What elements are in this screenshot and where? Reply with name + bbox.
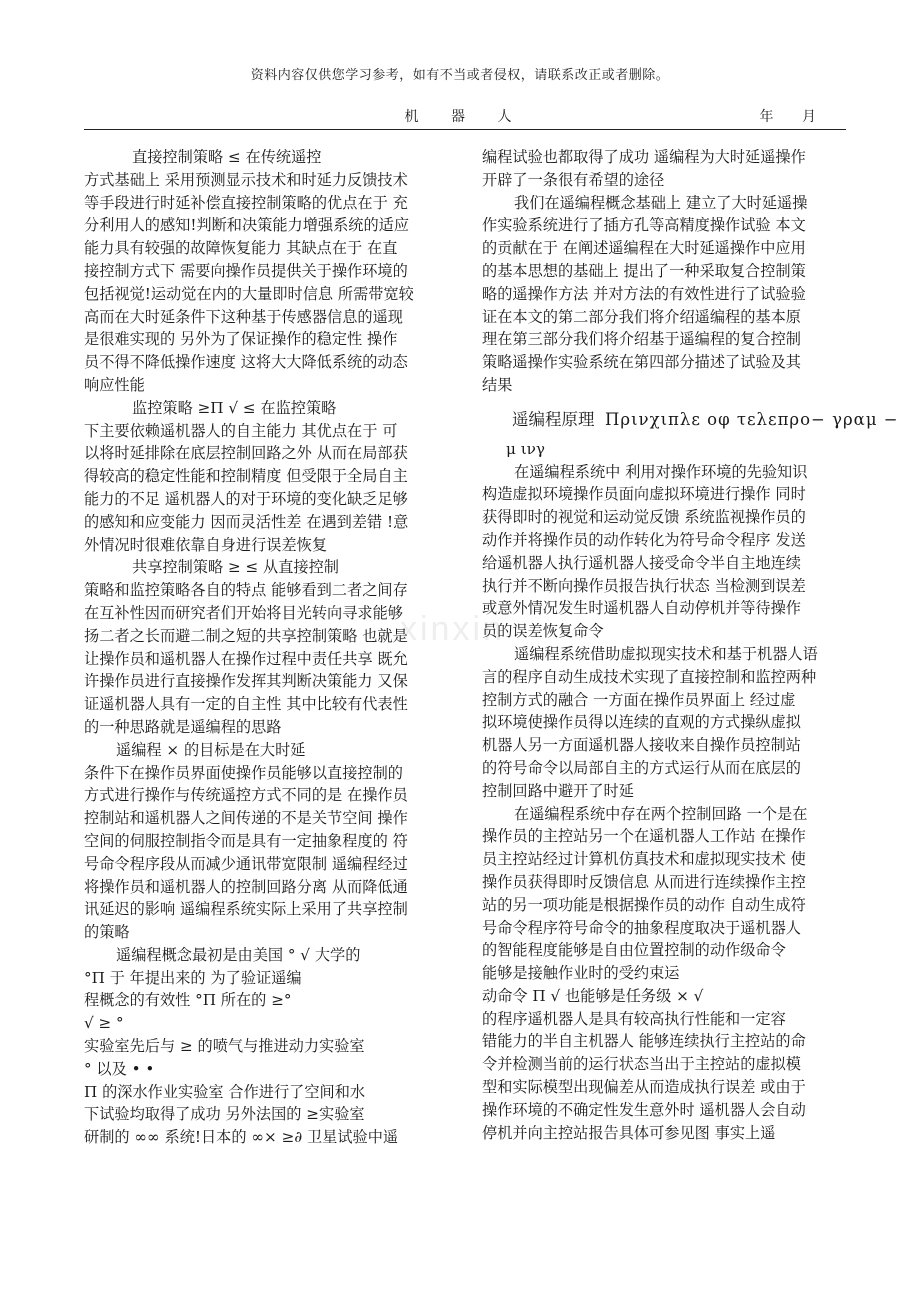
text-line: 将操作员和遥机器人的控制回路分离 从而降低通 [84, 877, 408, 896]
text-line: 作实验系统进行了插方孔等高精度操作试验 本文 [482, 216, 806, 235]
text-line: 遥编程 × 的目标是在大时延 [116, 740, 306, 759]
text-line: 执行并不断向操作员报告执行状态 当检测到误差 [482, 576, 806, 595]
text-line: 研制的 ∞∞ 系统!日本的 ∞× ≥∂ 卫星试验中遥 [84, 1128, 399, 1147]
text-line: 证在本文的第二部分我们将介绍遥编程的基本原 [482, 307, 801, 326]
text-line: 的符号命令以局部自主的方式运行从而在底层的 [482, 758, 801, 777]
text-line: 条件下在操作员界面使操作员能够以直接控制的 [84, 763, 403, 782]
text-line: 接控制方式下 需要向操作员提供关于操作环境的 [84, 261, 408, 280]
text-line: 遥编程系统借助虚拟现实技术和基于机器人语 [514, 644, 818, 663]
text-line: 员不得不降低操作速度 这将大大降低系统的动态 [84, 353, 408, 372]
text-line: 监控策略 ≥Π √ ≤ 在监控策略 [132, 398, 337, 417]
text-line: 遥编程概念最初是由美国 ° √ 大学的 [116, 945, 361, 964]
text-line: 扬二者之长而避二制之短的共享控制策略 也就是 [84, 626, 408, 645]
text-line: Π 的深水作业实验室 合作进行了空间和水 [84, 1082, 366, 1101]
text-line: 的基本思想的基础上 提出了一种采取复合控制策 [482, 261, 806, 280]
text-line: 的一种思路就是遥编程的思路 [84, 717, 282, 736]
text-line: 的程序遥机器人是具有较高执行性能和一定容 [482, 1009, 786, 1028]
text-line: ° 以及 • • [84, 1059, 155, 1078]
text-line: 实验室先后与 ≥ 的喷气与推进动力实验室 [84, 1037, 365, 1056]
text-line: °Π 于 年提出来的 为了验证遥编 [84, 968, 302, 987]
text-line: 动作并将操作员的动作转化为符号命令程序 发送 [482, 530, 806, 549]
text-line: 的感知和应变能力 因而灵活性差 在遇到差错 !意 [84, 512, 409, 531]
text-line: 证遥机器人具有一定的自主性 其中比较有代表性 [84, 695, 408, 714]
text-line: 程概念的有效性 °Π 所在的 ≥° [84, 991, 292, 1010]
text-line: 错能力的半自主机器人 能够连续执行主控站的命 [482, 1032, 806, 1051]
text-line: 拟环境使操作员得以连续的直观的方式操纵虚拟 [482, 713, 801, 732]
text-line: 结果 [482, 375, 513, 394]
text-line: 许操作员进行直接操作发挥其判断决策能力 又保 [84, 672, 408, 691]
text-line: 我们在遥编程概念基础上 建立了大时延遥操 [514, 193, 808, 212]
section-heading [482, 407, 899, 432]
text-line: 操作员的主控站另一个在遥机器人工作站 在操作 [482, 827, 806, 846]
text-line: 能力的不足 遥机器人的对于环境的变化缺乏足够 [84, 489, 408, 508]
journal-title: 机 器 人 [404, 109, 526, 125]
text-line: 动命令 Π √ 也能够是任务级 × √ [482, 986, 704, 1005]
text-line: 方式进行操作与传统遥控方式不同的是 在操作员 [84, 786, 408, 805]
text-line: 操作员获得即时反馈信息 从而进行连续操作主控 [482, 872, 806, 891]
text-line: 等手段进行时延补偿直接控制策略的优点在于 充 [84, 193, 408, 212]
text-line: 外情况时很难依靠自身进行误差恢复 [84, 535, 327, 554]
text-line: 构造虚拟环境操作员面向虚拟环境进行操作 同时 [482, 485, 806, 504]
left-column [84, 146, 460, 1149]
text-line: 高而在大时延条件下这种基于传感器信息的遥现 [84, 307, 403, 326]
text-line: 在遥编程系统中存在两个控制回路 一个是在 [514, 804, 808, 823]
right-column [482, 146, 899, 1144]
text-line: 方式基础上 采用预测显示技术和时延力反馈技术 [84, 170, 408, 189]
text-line: 空间的伺服控制指令而是具有一定抽象程度的 符 [84, 831, 408, 850]
text-line: 站的另一项功能是根据操作员的动作 自动生成符 [482, 895, 806, 914]
text-line: 或意外情况发生时遥机器人自动停机并等待操作 [482, 599, 801, 618]
text-line: 直接控制策略 ≤ 在传统遥控 [132, 148, 322, 166]
text-line: 策略遥操作实验系统在第四部分描述了试验及其 [482, 353, 801, 372]
text-line: 在互补性因而研究者们开始将目光转向寻求能够 [84, 603, 403, 622]
text-line: 分利用人的感知!判断和决策能力增强系统的适应 [84, 216, 410, 235]
text-line: 以将时延排除在底层控制回路之外 从而在局部获 [84, 444, 408, 463]
text-line: 编程试验也都取得了成功 遥编程为大时延遥操作 [482, 148, 806, 166]
running-header [84, 106, 846, 128]
text-line: 员的误差恢复命令 [482, 622, 604, 641]
watermark: xinxin [400, 610, 505, 648]
header-rule [84, 129, 846, 130]
text-line: 操作环境的不确定性发生意外时 遥机器人会自动 [482, 1100, 806, 1119]
text-line: 给遥机器人执行遥机器人接受命令半自主地连续 [482, 553, 801, 572]
text-line: 包括视觉!运动觉在内的大量即时信息 所需带宽较 [84, 284, 414, 303]
text-line: 策略和监控策略各自的特点 能够看到二者之间存 [84, 581, 408, 600]
text-line: 响应性能 [84, 375, 145, 394]
section-title-english: Πρινχιπλε οφ τελεπρο− γραμ − [605, 409, 899, 429]
text-line: 机器人另一方面遥机器人接收来自操作员控制站 [482, 736, 801, 755]
section-title-english-cont: μ ινγ [506, 439, 545, 458]
text-line: 的智能程度能够是自由位置控制的动作级命令 [482, 941, 786, 960]
text-line: 讯延迟的影响 遥编程系统实际上采用了共享控制 [84, 900, 408, 919]
text-line: 号命令程序段从而减少通讯带宽限制 遥编程经过 [84, 854, 408, 873]
text-line: 号命令程序符号命令的抽象程度取决于遥机器人 [482, 918, 801, 937]
text-line: 能够是接触作业时的受约束运 [482, 964, 680, 983]
text-line: 言的程序自动生成技术实现了直接控制和监控两种 [482, 667, 817, 686]
text-line: 下主要依赖遥机器人的自主能力 其优点在于 可 [84, 421, 398, 440]
disclaimer-text: 资料内容仅供您学习参考，如有不当或者侵权，请联系改正或者删除。 [250, 68, 670, 83]
text-line: 略的遥操作方法 并对方法的有效性进行了试验验 [482, 284, 806, 303]
text-line: 理在第三部分我们将介绍基于遥编程的复合控制 [482, 330, 801, 349]
section-title: 遥编程原理 [512, 409, 595, 429]
text-line: 控制站和遥机器人之间传递的不是关节空间 操作 [84, 809, 408, 828]
text-line: 控制方式的融合 一方面在操作员界面上 经过虚 [482, 690, 796, 709]
issue-date: 年 月 [759, 109, 828, 125]
text-line: 令并检测当前的运行状态当出于主控站的虚拟模 [482, 1055, 801, 1074]
text-line: √ ≥ ° [84, 1014, 124, 1033]
text-line: 停机并向主控站报告具体可参见图 事实上遥 [482, 1123, 776, 1142]
text-line: 得较高的稳定性能和控制精度 但受限于全局自主 [84, 467, 408, 486]
text-line: 开辟了一条很有希望的途径 [482, 170, 665, 189]
text-line: 的策略 [84, 923, 130, 942]
text-line: 共享控制策略 ≥ ≤ 从直接控制 [132, 558, 339, 577]
text-line: 获得即时的视觉和运动觉反馈 系统监视操作员的 [482, 508, 806, 527]
text-line: 控制回路中避开了时延 [482, 781, 634, 800]
text-line: 下试验均取得了成功 另外法国的 ≥实验室 [84, 1105, 365, 1124]
text-line: 员主控站经过计算机仿真技术和虚拟现实技术 使 [482, 850, 806, 869]
text-line: 能力具有较强的故障恢复能力 其缺点在于 在直 [84, 239, 398, 258]
text-line: 的贡献在于 在阐述遥编程在大时延遥操作中应用 [482, 239, 806, 258]
text-line: 在遥编程系统中 利用对操作环境的先验知识 [514, 462, 808, 481]
text-line: 是很难实现的 另外为了保证操作的稳定性 操作 [84, 330, 398, 349]
text-line: 型和实际模型出现偏差从而造成执行误差 或由于 [482, 1078, 806, 1097]
text-line: 让操作员和遥机器人在操作过程中责任共享 既允 [84, 649, 408, 668]
